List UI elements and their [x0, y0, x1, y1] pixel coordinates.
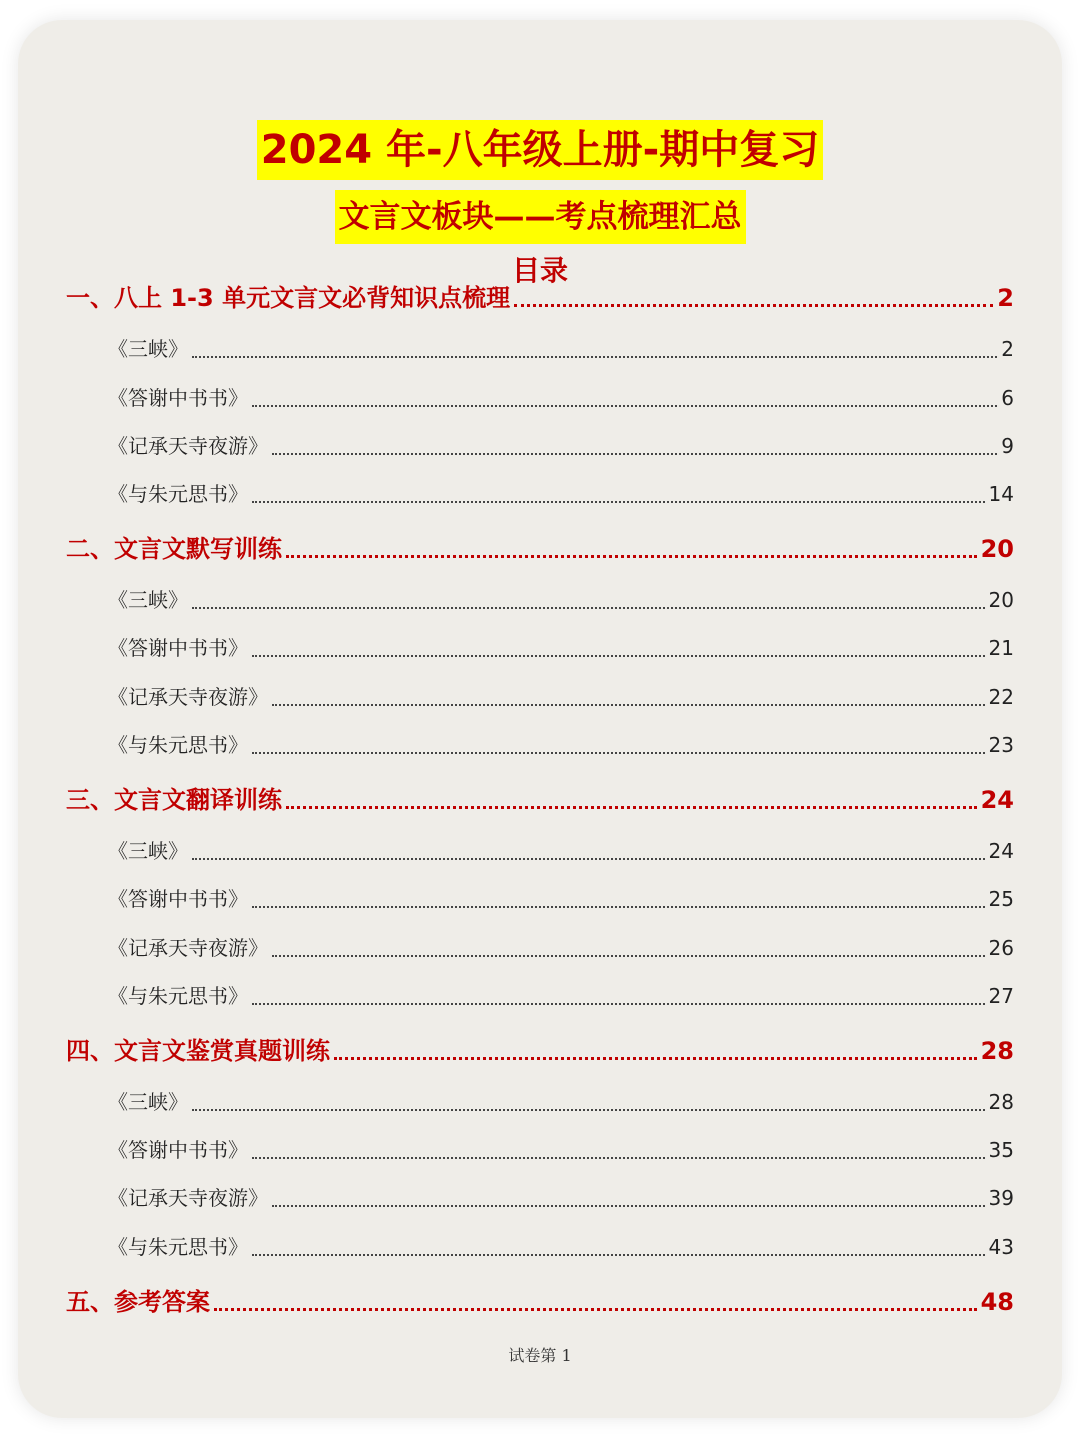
- toc-item-page: 14: [988, 482, 1014, 506]
- toc-item-label: 《三峡》: [108, 839, 188, 863]
- toc-leader-dots: [334, 1057, 977, 1060]
- toc-section-label: 五、参考答案: [66, 1288, 210, 1316]
- toc-leader-dots: [214, 1308, 977, 1311]
- toc-leader-dots: [272, 453, 997, 455]
- toc-item-label: 《答谢中书书》: [108, 887, 248, 911]
- toc-item-entry[interactable]: [108, 478, 1014, 510]
- toc-item-page: 9: [1001, 434, 1014, 458]
- toc-item-page: 28: [988, 1090, 1014, 1114]
- toc-item-page: 21: [988, 636, 1014, 660]
- toc-leader-dots: [252, 405, 997, 407]
- toc-heading: 目录: [511, 254, 568, 287]
- toc-item-page: 2: [1001, 337, 1014, 361]
- toc-section-entry[interactable]: [66, 1284, 1014, 1320]
- toc-item-label: 《答谢中书书》: [108, 1138, 248, 1162]
- toc-item-label: 《三峡》: [108, 588, 188, 612]
- toc-item-page: 39: [988, 1186, 1014, 1210]
- toc-section-page: 28: [980, 1037, 1014, 1065]
- toc-item-entry[interactable]: [108, 632, 1014, 664]
- toc-leader-dots: [252, 1003, 985, 1005]
- toc-item-page: 24: [988, 839, 1014, 863]
- toc-leader-dots: [252, 1157, 985, 1159]
- toc-leader-dots: [272, 1205, 985, 1207]
- toc-leader-dots: [252, 655, 985, 657]
- toc-item-page: 35: [988, 1138, 1014, 1162]
- toc-item-label: 《记承天寺夜游》: [108, 936, 268, 960]
- toc-item-label: 《与朱元思书》: [108, 984, 248, 1008]
- toc-section-entry[interactable]: [66, 1033, 1014, 1069]
- toc-item-page: 27: [988, 984, 1014, 1008]
- toc-leader-dots: [192, 607, 985, 609]
- toc-item-entry[interactable]: [108, 382, 1014, 414]
- toc-leader-dots: [272, 955, 985, 957]
- toc-item-page: 26: [988, 936, 1014, 960]
- toc-item-label: 《记承天寺夜游》: [108, 685, 268, 709]
- toc-item-entry[interactable]: [108, 1182, 1014, 1214]
- toc-item-page: 6: [1001, 386, 1014, 410]
- toc-item-label: 《记承天寺夜游》: [108, 1186, 268, 1210]
- toc-item-page: 22: [988, 685, 1014, 709]
- toc-item-entry[interactable]: [108, 1134, 1014, 1166]
- toc-leader-dots: [286, 806, 977, 809]
- toc-section-page: 48: [980, 1288, 1014, 1316]
- toc-section-page: 24: [980, 786, 1014, 814]
- toc-section-entry[interactable]: [66, 782, 1014, 818]
- toc-item-label: 《答谢中书书》: [108, 386, 248, 410]
- toc-item-page: 20: [988, 588, 1014, 612]
- toc-item-entry[interactable]: [108, 835, 1014, 867]
- document-subtitle: [18, 190, 1062, 244]
- toc-item-entry[interactable]: [108, 681, 1014, 713]
- toc-item-label: 《与朱元思书》: [108, 1235, 248, 1259]
- toc-item-entry[interactable]: [108, 980, 1014, 1012]
- toc-leader-dots: [252, 906, 985, 908]
- toc-leader-dots: [252, 752, 985, 754]
- toc-item-page: 25: [988, 887, 1014, 911]
- toc-item-label: 《与朱元思书》: [108, 733, 248, 757]
- toc-leader-dots: [286, 555, 977, 558]
- document-title-text: 2024 年-八年级上册-期中复习: [257, 120, 823, 180]
- toc-item-page: 43: [988, 1235, 1014, 1259]
- toc-leader-dots: [192, 356, 997, 358]
- toc-item-entry[interactable]: [108, 729, 1014, 761]
- toc-section-page: 20: [980, 535, 1014, 563]
- document-subtitle-text: 文言文板块——考点梳理汇总: [335, 190, 746, 244]
- toc-section-label: 四、文言文鉴赏真题训练: [66, 1037, 330, 1065]
- toc-section-entry[interactable]: [66, 280, 1014, 316]
- toc-item-entry[interactable]: [108, 430, 1014, 462]
- toc-leader-dots: [252, 501, 985, 503]
- toc-item-label: 《答谢中书书》: [108, 636, 248, 660]
- toc-leader-dots: [514, 304, 993, 307]
- toc-section-label: 一、八上 1-3 单元文言文必背知识点梳理: [66, 284, 511, 312]
- toc-item-label: 《三峡》: [108, 337, 188, 361]
- toc-item-entry[interactable]: [108, 333, 1014, 365]
- toc-leader-dots: [192, 858, 985, 860]
- toc-item-entry[interactable]: [108, 584, 1014, 616]
- toc-item-label: 《记承天寺夜游》: [108, 434, 268, 458]
- toc-item-entry[interactable]: [108, 1231, 1014, 1263]
- toc-section-label: 三、文言文翻译训练: [66, 786, 282, 814]
- page-footer: 试卷第 1: [508, 1346, 572, 1365]
- document-page: [18, 20, 1062, 1418]
- toc-leader-dots: [192, 1109, 985, 1111]
- toc-section-entry[interactable]: [66, 531, 1014, 567]
- toc-item-page: 23: [988, 733, 1014, 757]
- toc-item-entry[interactable]: [108, 932, 1014, 964]
- toc-leader-dots: [252, 1254, 985, 1256]
- toc-section-page: 2: [997, 284, 1014, 312]
- toc-item-label: 《与朱元思书》: [108, 482, 248, 506]
- toc-item-entry[interactable]: [108, 883, 1014, 915]
- toc-item-label: 《三峡》: [108, 1090, 188, 1114]
- toc-item-entry[interactable]: [108, 1086, 1014, 1118]
- toc-section-label: 二、文言文默写训练: [66, 535, 282, 563]
- toc-leader-dots: [272, 704, 985, 706]
- document-title: [18, 120, 1062, 180]
